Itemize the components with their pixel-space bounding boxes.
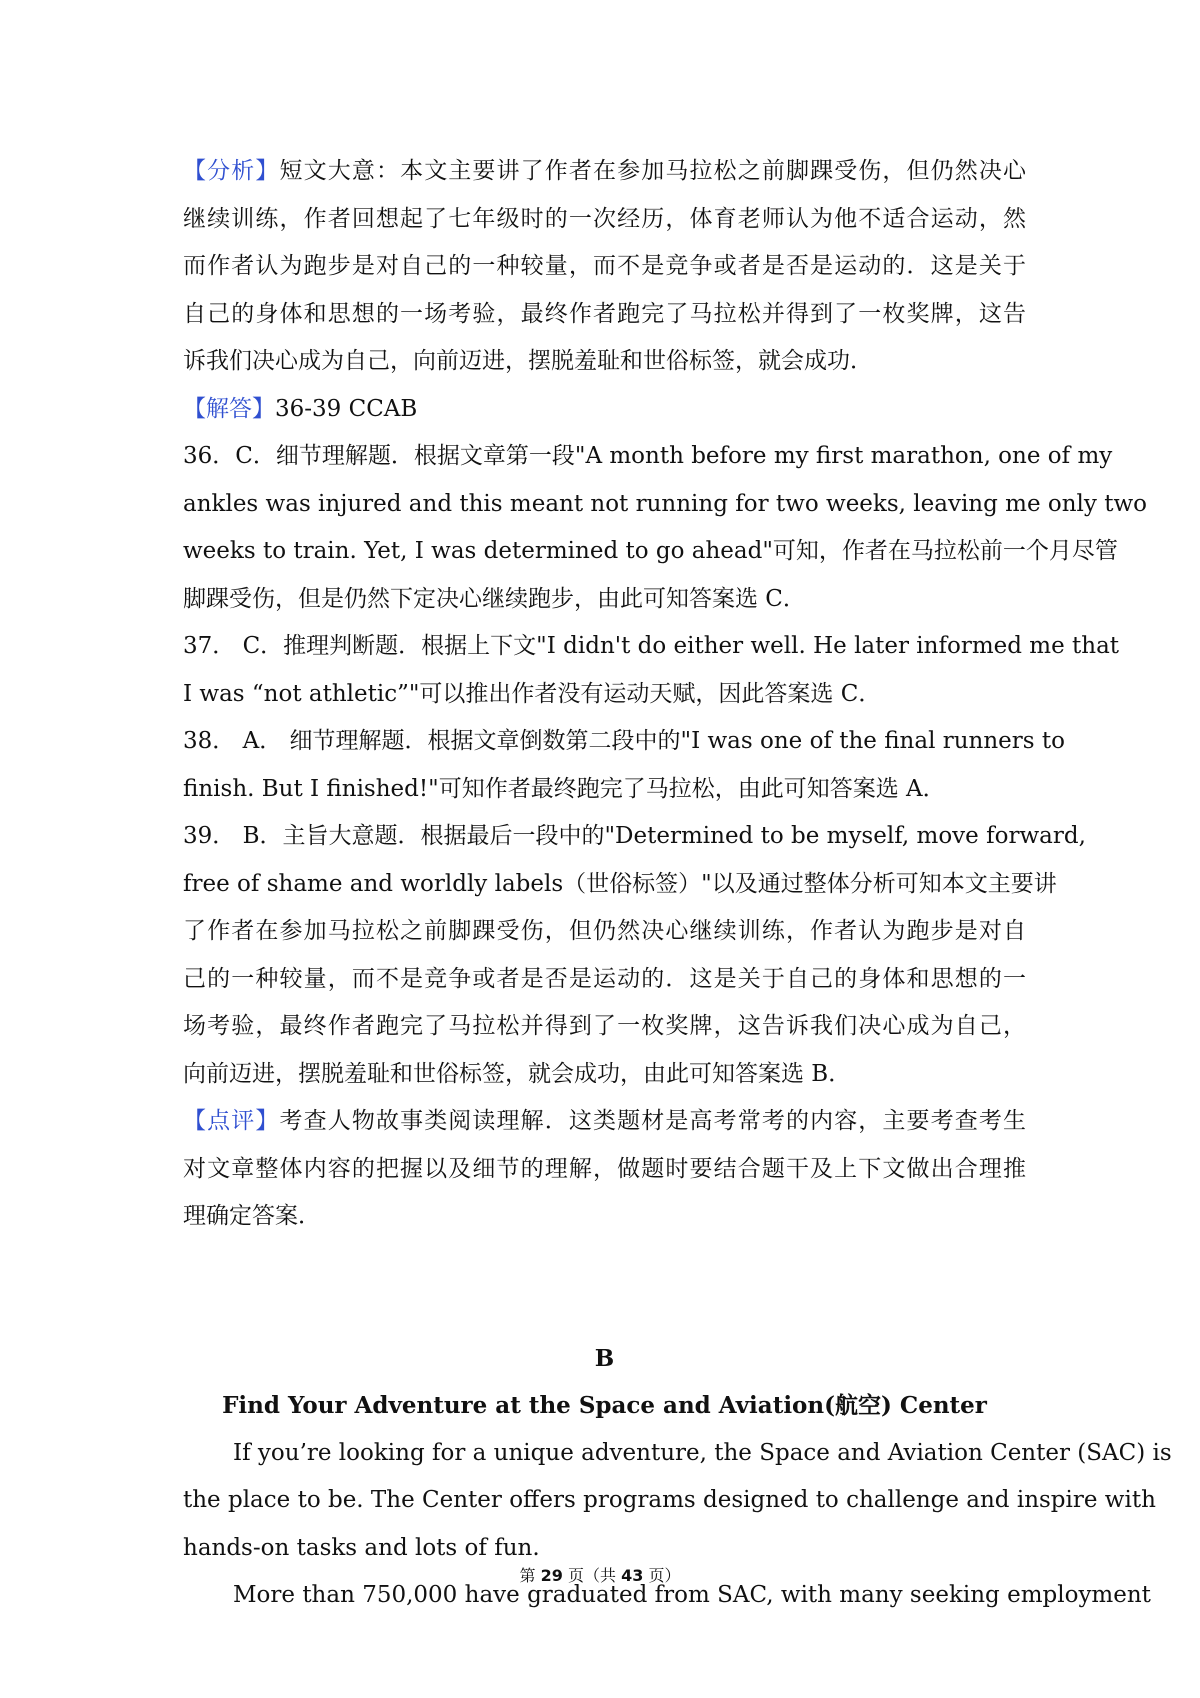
comment-line-2: 对文章整体内容的把握以及细节的理解，做题时要结合题干及上下文做出合理推	[183, 1155, 1026, 1182]
analysis-line-1	[183, 148, 1026, 196]
q36-line-4: 脚踝受伤，但是仍然下定决心继续跑步，由此可知答案选 C．	[183, 585, 806, 612]
footer-total-pages: 43	[621, 1566, 644, 1585]
footer-page-number: 29	[540, 1566, 563, 1585]
analysis-line-4: 自己的身体和思想的一场考验，最终作者跑完了马拉松并得到了一枚奖牌，这告	[183, 300, 1026, 327]
page-footer	[0, 1563, 1200, 1586]
q38-line-2: finish. But I finished!"可知作者最终跑完了马拉松，由此可知答案选 A．	[183, 775, 946, 802]
footer-pre: 第	[519, 1566, 541, 1585]
q39-line-5: 场考验，最终作者跑完了马拉松并得到了一枚奖牌，这告诉我们决心成为自己，	[183, 1013, 1026, 1039]
footer-post: 页）	[643, 1566, 681, 1585]
q39-line-4: 己的一种较量，而不是竞争或者是否是运动的．这是关于自己的身体和思想的一	[183, 965, 1026, 992]
q37-line-1: 37． C．推理判断题．根据上下文"I didn't do either well. He later informed me that	[183, 633, 1120, 659]
q38-line-1: 38． A． 细节理解题．根据文章倒数第二段中的"I was one of the final runners to	[183, 728, 1065, 754]
q36-line-2: ankles was injured and this meant not running for two weeks, leaving me only two	[183, 490, 1147, 517]
analysis-line-5: 诉我们决心成为自己，向前迈进，摆脱羞耻和世俗标签，就会成功．	[183, 348, 873, 374]
q37-line-2: I was “not athletic”"可以推出作者没有运动天赋，因此答案选 C．	[183, 680, 882, 707]
analysis-line-3: 而作者认为跑步是对自己的一种较量，而不是竞争或者是否是运动的．这是关于	[183, 253, 1026, 279]
answer-summary: 36-39 CCAB	[275, 395, 418, 422]
answer-header	[183, 386, 1026, 434]
section-letter: B	[594, 1344, 615, 1372]
comment-line-3: 理确定答案．	[183, 1203, 321, 1229]
para2-line-1: More than 750,000 have graduated from SAC, with many seeking employment	[233, 1582, 1151, 1608]
passage-title: Find Your Adventure at the Space and Aviation(航空) Center	[222, 1392, 987, 1419]
q39-line-6: 向前迈进，摆脱羞耻和世俗标签，就会成功，由此可知答案选 B．	[183, 1060, 852, 1087]
q36-line-3: weeks to train. Yet, I was determined to go ahead"可知，作者在马拉松前一个月尽管	[183, 538, 1118, 564]
q39-line-2: free of shame and worldly labels（世俗标签）"以及通过整体分析可知本文主要讲	[183, 870, 1057, 897]
para1-line-3: hands-on tasks and lots of fun.	[183, 1534, 540, 1561]
analysis-tag: 【分析】	[183, 158, 280, 184]
comment-text: 考查人物故事类阅读理解．这类题材是高考常考的内容，主要考查考生	[279, 1108, 1027, 1134]
analysis-line-2: 继续训练，作者回想起了七年级时的一次经历，体育老师认为他不适合运动，然	[183, 205, 1026, 232]
para1-line-2: the place to be. The Center offers programs designed to challenge and inspire with	[183, 1487, 1156, 1513]
answer-tag: 【解答】	[183, 395, 275, 422]
q36-line-1: 36．C．细节理解题．根据文章第一段"A month before my first marathon, one of my	[183, 443, 1113, 469]
para1-line-1: If you’re looking for a unique adventure, the Space and Aviation Center (SAC) is	[233, 1439, 1172, 1466]
comment-line-1	[183, 1098, 1026, 1146]
comment-tag: 【点评】	[183, 1108, 280, 1134]
document-page	[183, 148, 1172, 1620]
analysis-text: 短文大意：本文主要讲了作者在参加马拉松之前脚踝受伤，但仍然决心	[279, 158, 1027, 184]
q39-line-1: 39． B．主旨大意题．根据最后一段中的"Determined to be myself, move forward,	[183, 823, 1086, 849]
footer-mid: 页（共	[562, 1566, 622, 1585]
q39-line-3: 了作者在参加马拉松之前脚踝受伤，但仍然决心继续训练，作者认为跑步是对自	[183, 918, 1026, 944]
section-gap	[183, 1241, 1026, 1335]
